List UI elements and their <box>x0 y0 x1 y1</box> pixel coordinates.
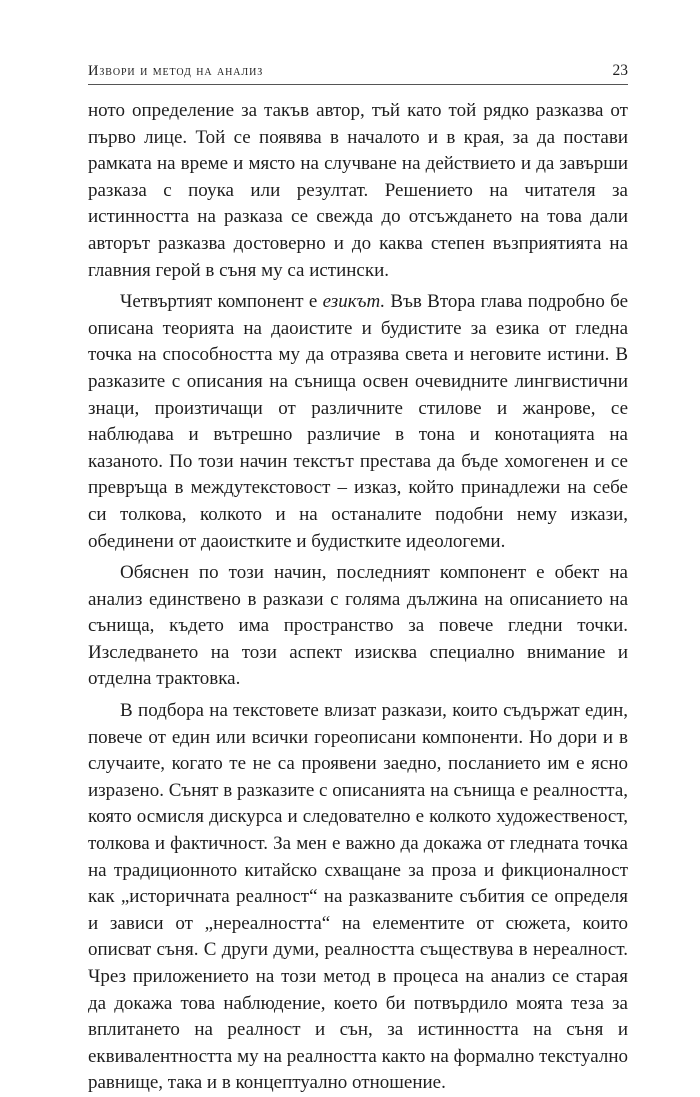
emphasized-term: езикът. <box>322 291 386 313</box>
paragraph-language-component <box>88 289 628 555</box>
paragraph-text-end: Във Втора глава подробно бе описана теорията на даоистите и будистите за езика от гледна точка на способността му да отразява света и неговите истини. В разказите с описания на сънища освен очевидните лингвистични знаци, произтичащи от различните стилове и жанрове, се наблюдава и вътрешно различие в тона и конотацията на казаното. По този начин текстът престава да бъде хомогенен и се превръща в междутекстовост – изказ, който принадлежи на себе си толкова, колкото и на останалите подобни нему изкази, обединени от даоистките и будистките идеологеми. <box>88 291 628 552</box>
body-text <box>88 98 628 1097</box>
page-number: 23 <box>612 62 628 79</box>
paragraph-continued: ното определение за такъв автор, тъй като той рядко разказва от първо лице. Той се появява в началото и в края, за да постави рамката на време и място на случване на действието и да завърши разказа с поука или резултат. Решението на читателя за истинността на разказа се свежда до отсъждането на това дали авторът разказва достоверно и до каква степен възприятията на главния герой в съня му са истински. <box>88 100 628 281</box>
running-title: Извори и метод на анализ <box>88 63 264 79</box>
paragraph-text-start: Четвъртият компонент е <box>120 291 323 313</box>
paragraph-text-selection: В подбора на текстовете влизат разкази, които съдържат един, повече от един или всички гореописани компоненти. Но дори и в случаите, когато те не са проявени заедно, посланието им е ясно изразено. Сънят в разказите с описанията на сънища е реалността, която осмисля дискурса и следователно е колкото художественост, толкова и фактичност. За мен е важно да докажа от гледната точка на традиционното китайско схващане за проза и фикционалност как „историчната реалност“ на разказваните събития се определя и зависи от „нереалността“ на елементите от сюжета, които описват съня. С други думи, реалността съществува в нереалност. Чрез приложението на този метод в процеса на анализ се старая да докажа това наблюдение, което би потвърдило моята теза за вплитането на реалност и сън, за истинността на съня и еквивалентността му на реалността както на формално текстуално равнище, така и в концептуално отношение. <box>88 700 628 1094</box>
running-header <box>88 60 628 85</box>
paragraph-last-component: Обяснен по този начин, последният компонент е обект на анализ единствено в разкази с голяма дължина на описанието на сънища, където има пространство за повече гледни точки. Изследването на този аспект изисква специално внимание и отделна трактовка. <box>88 562 628 690</box>
